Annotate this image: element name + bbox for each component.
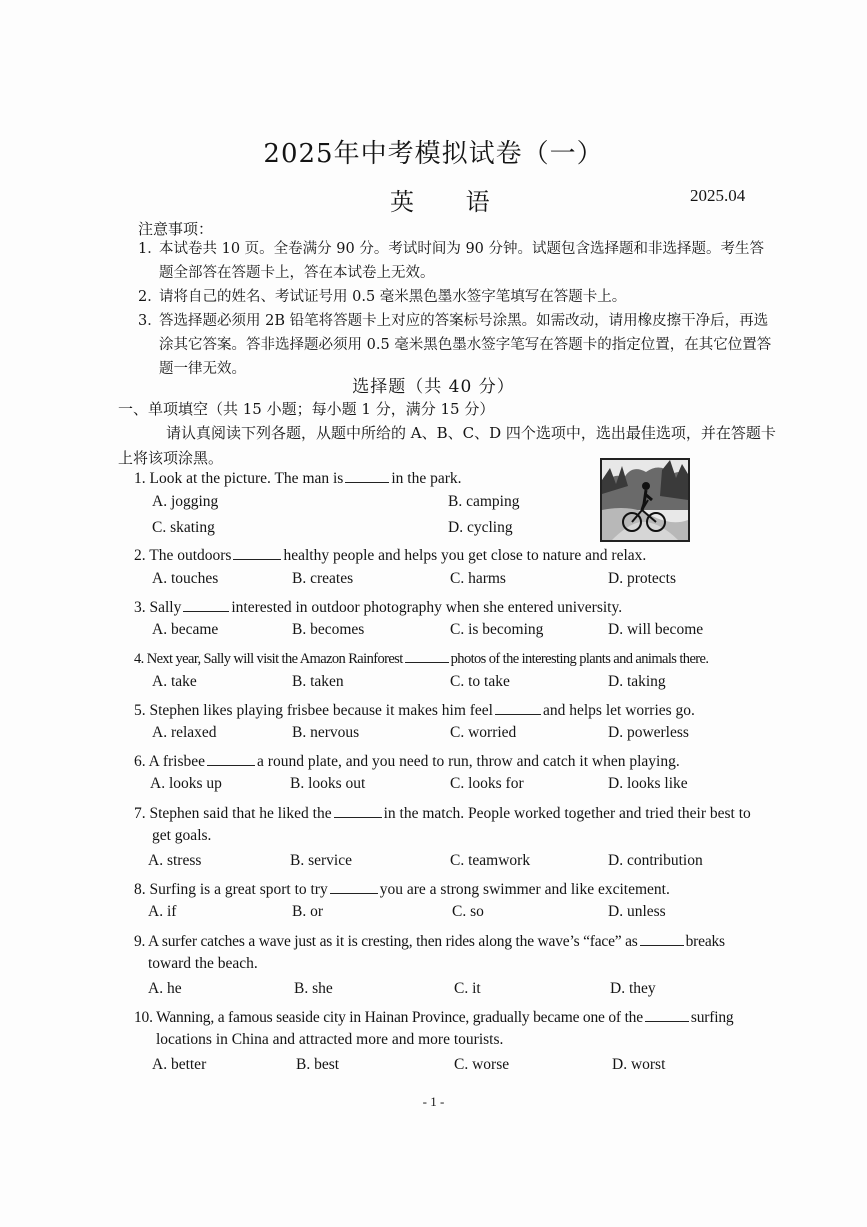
part-instruction: 请认真阅读下列各题，从题中所给的 A、B、C、D 四个选项中，选出最佳选项，并在答题卡上将该项涂黑。	[118, 424, 776, 467]
option-a: A. became	[152, 621, 219, 638]
question-continuation: get goals.	[152, 827, 212, 844]
question-continuation: toward the beach.	[148, 955, 258, 972]
answer-blank	[495, 700, 541, 715]
option-d: D. will become	[608, 621, 704, 638]
note-number: 2．	[138, 289, 162, 305]
answer-blank	[645, 1007, 689, 1022]
answer-blank	[183, 597, 229, 612]
question-stem-end: in the park.	[391, 470, 462, 487]
subject-title: 英 语	[390, 188, 512, 216]
option-b: B. best	[296, 1056, 340, 1073]
option-a: A. looks up	[150, 775, 222, 792]
option-d: D. cycling	[448, 519, 513, 536]
cyclist-picture	[600, 458, 690, 542]
option-a: A. take	[152, 673, 197, 690]
option-d: D. they	[610, 980, 656, 997]
note-text: 请将自己的姓名、考试证号用 0.5 毫米黑色墨水签字笔填写在答题卡上。	[159, 289, 627, 305]
option-c: C. skating	[152, 519, 215, 536]
question-stem-end: and helps let worries go.	[542, 702, 695, 719]
option-b: B. service	[290, 852, 352, 869]
question-stem: 1. Look at the picture. The man is	[134, 470, 344, 487]
part-title: 一、单项填空（共 15 小题；每小题 1 分，满分 15 分）	[118, 400, 495, 418]
question-4	[134, 647, 779, 672]
note-number: 1．	[138, 241, 162, 257]
question-stem-end: in the match. People worked together and tried their best to	[383, 805, 751, 822]
question-stem-end: you are a strong swimmer and like excitement.	[379, 881, 670, 898]
question-stem: 4. Next year, Sally will visit the Amazon Rainforest	[134, 651, 403, 667]
option-c: C. is becoming	[450, 621, 544, 638]
answer-blank	[640, 931, 684, 946]
exam-date: 2025.04	[690, 186, 746, 205]
question-stem: 10. Wanning, a famous seaside city in Hainan Province, gradually became one of the	[134, 1009, 643, 1026]
note-item	[138, 285, 778, 309]
answer-blank	[207, 751, 255, 766]
question-stem-end: healthy people and helps you get close to nature and relax.	[283, 547, 647, 564]
question-1	[134, 466, 594, 491]
option-a: A. relaxed	[152, 724, 217, 741]
answer-blank	[345, 468, 389, 483]
cyclist-illustration	[602, 460, 688, 540]
question-8	[134, 877, 779, 902]
section-title: 选择题（共 40 分）	[352, 377, 515, 397]
question-5	[134, 698, 779, 723]
note-item	[138, 237, 778, 285]
option-c: C. worse	[454, 1056, 510, 1073]
option-d: D. worst	[612, 1056, 666, 1073]
question-2	[134, 543, 779, 568]
question-stem-end: a round plate, and you need to run, throw and catch it when playing.	[257, 753, 680, 770]
note-text: 本试卷共 10 页。全卷满分 90 分。考试时间为 90 分钟。试题包含选择题和非选择题。考生答题全部答在答题卡上，答在本试卷上无效。	[159, 241, 765, 281]
question-stem-end: photos of the interesting plants and animals there.	[450, 651, 709, 667]
option-c: C. so	[452, 903, 484, 920]
question-stem: 3. Sally	[134, 599, 182, 616]
question-10	[134, 1005, 779, 1030]
question-stem-end: surfing	[690, 1009, 734, 1026]
option-b: B. camping	[448, 493, 520, 510]
option-b: B. creates	[292, 570, 354, 587]
option-b: B. becomes	[292, 621, 365, 638]
question-stem: 2. The outdoors	[134, 547, 232, 564]
option-d: D. taking	[608, 673, 666, 690]
option-c: C. it	[454, 980, 481, 997]
answer-blank	[330, 879, 378, 894]
notes-heading: 注意事项：	[138, 220, 214, 238]
option-b: B. or	[292, 903, 323, 920]
question-3	[134, 595, 779, 620]
question-7	[134, 801, 779, 826]
question-stem: 6. A frisbee	[134, 753, 206, 770]
option-b: B. nervous	[292, 724, 360, 741]
question-stem: 7. Stephen said that he liked the	[134, 805, 332, 822]
question-9	[134, 929, 779, 954]
page-number: - 1 -	[422, 1094, 445, 1109]
option-d: D. powerless	[608, 724, 689, 741]
option-c: C. harms	[450, 570, 506, 587]
option-b: B. taken	[292, 673, 344, 690]
question-6	[134, 749, 779, 774]
answer-blank	[233, 545, 281, 560]
option-d: D. protects	[608, 570, 677, 587]
option-d: D. looks like	[608, 775, 688, 792]
note-number: 3．	[138, 313, 162, 329]
option-c: C. to take	[450, 673, 510, 690]
option-a: A. stress	[148, 852, 202, 869]
option-a: A. touches	[152, 570, 219, 587]
option-a: A. he	[148, 980, 182, 997]
question-continuation: locations in China and attracted more and more tourists.	[156, 1031, 504, 1048]
option-d: D. contribution	[608, 852, 703, 869]
option-c: C. worried	[450, 724, 517, 741]
option-c: C. looks for	[450, 775, 524, 792]
option-b: B. she	[294, 980, 333, 997]
option-a: A. if	[148, 903, 177, 920]
option-c: C. teamwork	[450, 852, 531, 869]
note-item	[138, 309, 778, 381]
option-a: A. jogging	[152, 493, 219, 510]
question-stem-end: interested in outdoor photography when she entered university.	[231, 599, 623, 616]
exam-title: 2025年中考模拟试卷（一）	[263, 139, 604, 169]
option-a: A. better	[152, 1056, 207, 1073]
option-d: D. unless	[608, 903, 666, 920]
answer-blank	[334, 803, 382, 818]
answer-blank	[405, 648, 449, 663]
note-text: 答选择题必须用 2B 铅笔将答题卡上对应的答案标号涂黑。如需改动，请用橡皮擦干净后，再选涂其它答案。答非选择题必须用 0.5 毫米黑色墨水签字笔写在答题卡的指定位置，在其它位置答题一律无效。	[159, 313, 772, 377]
option-b: B. looks out	[290, 775, 366, 792]
question-stem: 8. Surfing is a great sport to try	[134, 881, 328, 898]
question-stem: 9. A surfer catches a wave just as it is cresting, then rides along the wave’s “face” as	[134, 933, 638, 950]
question-stem-end: breaks	[685, 933, 725, 950]
question-stem: 5. Stephen likes playing frisbee because it makes him feel	[134, 702, 493, 719]
